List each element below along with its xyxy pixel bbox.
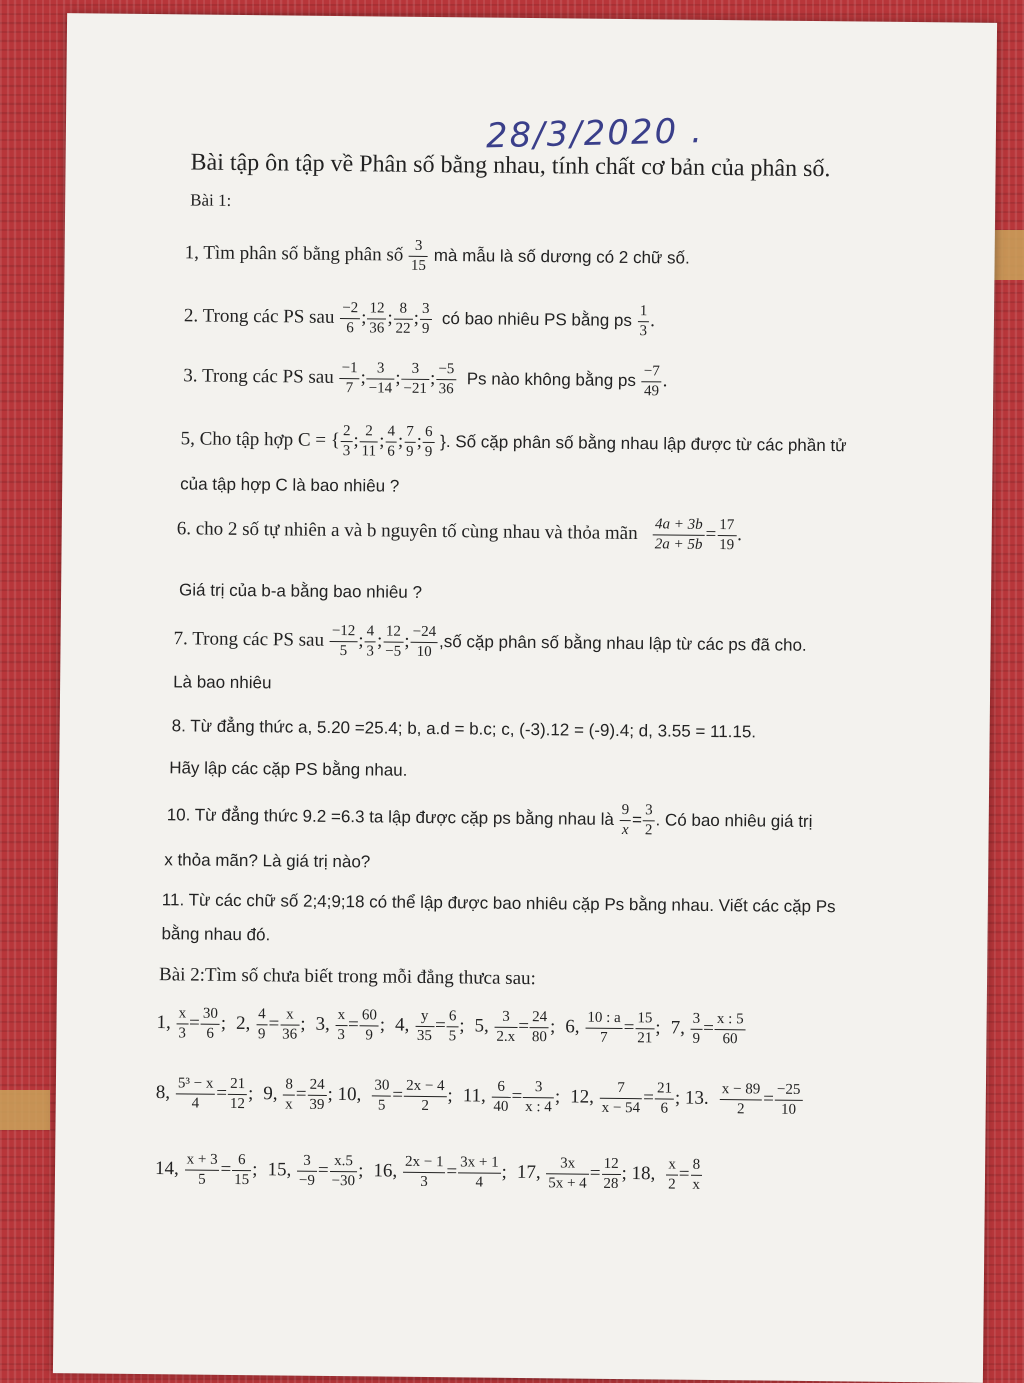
- question-10: 10. Từ đẳng thức 9.2 =6.3 ta lập được cặp ps bằng nhau là $\frac{9}{x}$ = $\frac{3}{2}$ . Có bao nhiêu giá trị: [167, 798, 813, 840]
- fraction: $\frac{3}{-14}$: [367, 361, 395, 396]
- fraction: $\frac{12}{-5}$: [383, 625, 403, 660]
- equation-label: 16,: [373, 1160, 397, 1181]
- fraction: $\frac{12}{36}$: [367, 301, 386, 336]
- fraction: $\frac{9}{x}$: [619, 803, 631, 838]
- equation: 14, $\frac{x + 3}{5}$ = $\frac{6}{15}$ ;: [155, 1152, 258, 1188]
- tablecloth-stripe: [990, 230, 1024, 280]
- equation-row-1: [156, 1006, 756, 1047]
- question-1-text-end: mà mẫu là số dương có 2 chữ số.: [434, 246, 690, 268]
- equation-label: 4,: [395, 1015, 409, 1036]
- fraction: $\frac{2}{11}$: [359, 424, 378, 459]
- fraction: $\frac{4}{9}$: [256, 1007, 268, 1042]
- equation-label: 2,: [236, 1013, 250, 1034]
- equation-label: 7,: [671, 1017, 685, 1038]
- fraction: $\frac{x.5}{-30}$: [330, 1154, 358, 1189]
- equation: 12, $\frac{7}{x - 54}$ = $\frac{21}{6}$ ; 13.: [570, 1080, 709, 1116]
- equation-separator: ;: [300, 1014, 306, 1035]
- worksheet-paper: [53, 13, 997, 1383]
- question-5-text-end: }. Số cặp phân số bằng nhau lập được từ các phần tử: [440, 432, 847, 455]
- fraction: $\frac{12}{28}$: [601, 1157, 620, 1192]
- question-6-text: 6. cho 2 số tự nhiên a và b nguyên tố cùng nhau và thỏa mãn: [177, 518, 638, 544]
- fraction: $\frac{-12}{5}$: [330, 624, 358, 659]
- fraction: $\frac{24}{80}$: [530, 1010, 549, 1045]
- tablecloth-stripe: [0, 1090, 50, 1130]
- equation-separator: ;: [655, 1017, 661, 1038]
- section-2-heading: Bài 2:Tìm số chưa biết trong mỗi đẳng thưca sau:: [159, 964, 536, 990]
- equation-separator: ;: [459, 1015, 465, 1036]
- equation-separator: ;: [221, 1013, 227, 1034]
- equation-separator: ;: [501, 1162, 507, 1183]
- fraction: $\frac{8}{22}$: [393, 302, 412, 337]
- fraction: $\frac{21}{6}$: [655, 1081, 674, 1116]
- fraction: $\frac{\text{5³ − x}}{4}$: [176, 1076, 216, 1111]
- equation: $\frac{x - 89}{2}$ = $\frac{-25}{10}$: [718, 1082, 803, 1118]
- question-11-line-2: bằng nhau đó.: [161, 924, 270, 945]
- fraction: $\frac{2x - 1}{3}$: [403, 1155, 446, 1190]
- equation-separator: ;: [550, 1016, 556, 1037]
- question-10-line-2: x thỏa mãn? Là giá trị nào?: [164, 850, 370, 872]
- fraction: $\frac{-7}{49}$: [641, 364, 661, 399]
- equation-label: 11,: [463, 1085, 486, 1106]
- equation-label: 6,: [565, 1016, 579, 1037]
- equation: 11, $\frac{6}{40}$ = $\frac{3}{x : 4}$ ;: [463, 1079, 561, 1115]
- equation: 9, $\frac{8}{x}$ = $\frac{24}{39}$ ; 10,: [263, 1077, 361, 1113]
- equation-row-2: [156, 1076, 814, 1118]
- question-7: 7. Trong các PS sau $\frac{-12}{5}$ ; $\frac{4}{3}$ ; $\frac{12}{-5}$ ; $\frac{-24}{10}$ ,số cặp phân số bằng nhau lập từ các ps đã cho.: [173, 622, 806, 664]
- fraction: $\frac{3}{9}$: [420, 302, 432, 337]
- equation-label: 9,: [263, 1083, 277, 1104]
- equation-label: 14,: [155, 1158, 179, 1179]
- equation-separator: ;: [447, 1085, 453, 1106]
- equation-separator: ;: [380, 1014, 386, 1035]
- fraction: $\frac{2}{3}$: [341, 424, 353, 459]
- question-1-text: 1, Tìm phân số bằng phân số: [185, 242, 404, 265]
- equation: 2, $\frac{4}{9}$ = $\frac{x}{36}$ ;: [236, 1007, 306, 1043]
- equation: 15, $\frac{3}{-9}$ = $\frac{x.5}{-30}$ ;: [267, 1153, 363, 1189]
- equation-label: 12,: [570, 1086, 594, 1107]
- fraction: $\frac{4a + 3b}{2a + 5b}$: [653, 517, 705, 553]
- fraction: $\frac{2x - 4}{2}$: [404, 1079, 447, 1114]
- question-7-text-end: ,số cặp phân số bằng nhau lập từ các ps đã cho.: [439, 632, 807, 655]
- question-3-text: 3. Trong các PS sau: [183, 365, 334, 388]
- equation-label: 15,: [267, 1159, 291, 1180]
- fraction: $\frac{21}{12}$: [228, 1077, 247, 1112]
- fraction: $\frac{3}{-21}$: [401, 362, 429, 397]
- equation: 17, $\frac{3x}{5x + 4}$ = $\frac{12}{28}$ ; 18,: [517, 1156, 656, 1192]
- worksheet-title: Bài tập ôn tập về Phân số bằng nhau, tính chất cơ bản của phân số.: [190, 149, 830, 183]
- question-3: 3. Trong các PS sau $\frac{-1}{7}$ ; $\frac{3}{-14}$ ; $\frac{3}{-21}$ ; $\frac{-5}{36}$ Ps nào không bằng ps $\frac{-7}{49}$ .: [183, 359, 667, 399]
- equation-row-3: [155, 1152, 713, 1193]
- question-3-text-mid: Ps nào không bằng ps: [467, 369, 636, 390]
- question-8: 8. Từ đẳng thức a, 5.20 =25.4; b, a.d = b.c; c, (-3).12 = (-9).4; d, 3.55 = 11.15.: [172, 716, 757, 742]
- fraction: $\frac{6}{9}$: [423, 425, 435, 460]
- fraction: $\frac{-5}{36}$: [436, 362, 456, 397]
- equation: 3, $\frac{x}{3}$ = $\frac{60}{9}$ ;: [315, 1008, 385, 1044]
- fraction: $\frac{8}{x}$: [283, 1077, 295, 1112]
- equation: 8, $\frac{\text{5³ − x}}{4}$ = $\frac{21}{12}$ ;: [156, 1076, 254, 1112]
- fraction: $\frac{4}{3}$: [364, 624, 376, 659]
- equation-separator: ; 10,: [327, 1084, 361, 1105]
- fraction: $\frac{x}{2}$: [666, 1158, 678, 1193]
- section-1-heading: Bài 1:: [190, 190, 231, 210]
- equation: 16, $\frac{2x - 1}{3}$ = $\frac{3x + 1}{4}$ ;: [373, 1154, 507, 1190]
- equation-label: 17,: [517, 1162, 541, 1183]
- fraction: $\frac{7}{9}$: [404, 425, 416, 460]
- question-10-text-end: . Có bao nhiêu giá trị: [655, 810, 812, 831]
- fraction: $\frac{3}{-9}$: [297, 1154, 317, 1189]
- question-2-text: 2. Trong các PS sau: [184, 305, 335, 328]
- question-5-text: 5, Cho tập hợp C = {: [181, 428, 340, 451]
- equation-label: 3,: [315, 1014, 329, 1035]
- question-5-line-2: của tập hợp C là bao nhiêu ?: [180, 474, 399, 496]
- question-2: 2. Trong các PS sau $\frac{-2}{6}$ ; $\frac{12}{36}$ ; $\frac{8}{22}$ ; $\frac{3}{9}$ có bao nhiêu PS bằng ps $\frac{1}{3}$ .: [184, 299, 655, 339]
- fraction: $\frac{-25}{10}$: [775, 1083, 803, 1118]
- fraction: $\frac{6}{5}$: [447, 1009, 459, 1044]
- fraction: $\frac{x : 5}{60}$: [715, 1012, 746, 1047]
- fraction: $\frac{3x + 1}{4}$: [458, 1155, 501, 1190]
- fraction: $\frac{3}{2}$: [643, 803, 655, 838]
- fraction: $\frac{30}{6}$: [201, 1007, 220, 1042]
- fraction: $\frac{-1}{7}$: [339, 361, 359, 396]
- equation-separator: ;: [358, 1160, 364, 1181]
- equation: 6, $\frac{10 : a}{7}$ = $\frac{15}{21}$ ;: [565, 1010, 661, 1046]
- question-7-line-2: Là bao nhiêu: [173, 672, 272, 693]
- question-7-text: 7. Trong các PS sau: [173, 628, 324, 651]
- fraction: $\frac{10 : a}{7}$: [585, 1011, 623, 1046]
- fraction: $\frac{3x}{5x + 4}$: [546, 1156, 589, 1191]
- equation-label: 1,: [156, 1012, 170, 1033]
- equation-separator: ;: [248, 1083, 254, 1104]
- question-6-line-2: Giá trị của b-a bằng bao nhiêu ?: [179, 580, 422, 603]
- equation: 5, $\frac{3}{2.x}$ = $\frac{24}{80}$ ;: [474, 1009, 555, 1045]
- equation-separator: ; 18,: [621, 1163, 655, 1184]
- question-6: 6. cho 2 số tự nhiên a và b nguyên tố cùng nhau và thỏa mãn $\frac{4a + 3b}{2a + 5b}$ = $\frac{17}{19}$ .: [177, 512, 743, 553]
- equation-separator: ; 13.: [675, 1087, 709, 1108]
- equation: $\frac{x}{2}$ = $\frac{8}{x}$: [665, 1157, 703, 1192]
- fraction: $\frac{7}{x - 54}$: [600, 1081, 643, 1116]
- equation: 1, $\frac{x}{3}$ = $\frac{30}{6}$ ;: [156, 1006, 226, 1042]
- equation: 4, $\frac{y}{35}$ = $\frac{6}{5}$ ;: [395, 1009, 465, 1045]
- equation: $\frac{30}{5}$ = $\frac{2x - 4}{2}$ ;: [371, 1078, 453, 1114]
- fraction: $\frac{x + 3}{5}$: [184, 1152, 219, 1187]
- equation-label: 5,: [474, 1015, 488, 1036]
- fraction: $\frac{3}{x : 4}$: [523, 1080, 554, 1115]
- fraction: $\frac{x}{3}$: [176, 1006, 188, 1041]
- equation-separator: ;: [555, 1086, 561, 1107]
- fraction: $\frac{-2}{6}$: [340, 301, 360, 336]
- fraction: $\frac{-24}{10}$: [410, 625, 438, 660]
- question-10-text: 10. Từ đẳng thức 9.2 =6.3 ta lập được cặp ps bằng nhau là: [167, 805, 614, 829]
- question-11: 11. Từ các chữ số 2;4;9;18 có thể lập được bao nhiêu cặp Ps bằng nhau. Viết các cặp Ps: [162, 890, 836, 917]
- equation: 7, $\frac{3}{9}$ = $\frac{x : 5}{60}$: [670, 1012, 746, 1048]
- question-8-line-2: Hãy lập các cặp PS bằng nhau.: [169, 758, 407, 780]
- fraction: $\frac{x - 89}{2}$: [719, 1082, 762, 1117]
- handwritten-date: 28/3/2020 .: [485, 111, 704, 156]
- question-2-text-mid: có bao nhiêu PS bằng ps: [442, 309, 632, 330]
- fraction: $\frac{3}{9}$: [690, 1012, 702, 1047]
- fraction: $\frac{17}{19}$: [717, 518, 736, 553]
- fraction: $\frac{3}{2.x}$: [494, 1010, 517, 1045]
- fraction: $\frac{8}{x}$: [690, 1158, 702, 1193]
- fraction: $\frac{y}{35}$: [415, 1009, 434, 1044]
- fraction: $\frac{3}{15}$: [409, 239, 428, 274]
- fraction: $\frac{24}{39}$: [307, 1078, 326, 1113]
- equation-separator: ;: [252, 1159, 258, 1180]
- fraction: $\frac{60}{9}$: [360, 1008, 379, 1043]
- fraction: $\frac{6}{40}$: [491, 1080, 510, 1115]
- fraction: $\frac{15}{21}$: [635, 1011, 654, 1046]
- fraction: $\frac{x}{36}$: [280, 1007, 299, 1042]
- fraction: $\frac{1}{3}$: [637, 304, 649, 339]
- fraction: $\frac{x}{3}$: [335, 1008, 347, 1043]
- fraction: $\frac{30}{5}$: [372, 1078, 391, 1113]
- fraction: $\frac{6}{15}$: [232, 1153, 251, 1188]
- question-5: 5, Cho tập hợp C = { $\frac{2}{3}$ ; $\frac{2}{11}$ ; $\frac{4}{6}$ ; $\frac{7}{9}$ ; $\frac{6}{9}$ }. Số cặp phân số bằng nhau lập được từ các phần tử: [181, 422, 847, 464]
- fraction: $\frac{4}{6}$: [385, 425, 397, 460]
- equation-label: 8,: [156, 1082, 170, 1103]
- question-1: [184, 236, 689, 276]
